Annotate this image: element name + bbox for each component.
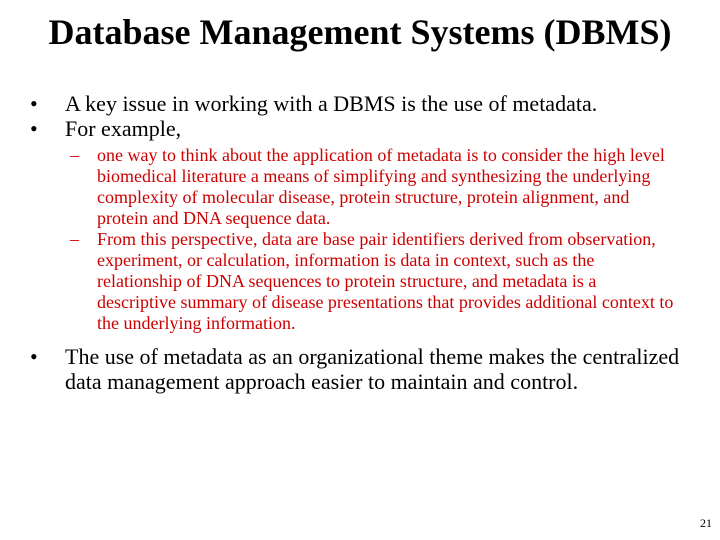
page-number: 21 [700,516,712,530]
sub-bullet-marker: – [70,145,79,165]
bullet-marker: • [30,344,38,369]
bullet-text: A key issue in working with a DBMS is the use of metadata. [65,91,598,116]
sub-bullet-marker: – [70,229,79,249]
bullet-item [30,116,680,141]
bullet-text: For example, [65,116,182,141]
slide-title: Database Management Systems (DBMS) [48,12,672,52]
sub-bullet-text: one way to think about the application of metadata is to consider the high level biomedical literature a means of simplifying and synthesizing the underlying complexity of molecular disease, protein structure, protein alignment, and protein and DNA sequence data. [97,145,665,228]
sub-bullet-text: From this perspective, data are base pair identifiers derived from observation, experiment, or calculation, information is data in context, such as the relationship of DNA sequences to protein structure, and metadata is a descriptive summary of disease presentations that provides additional context to the underlying information. [97,229,674,333]
bullet-item [30,344,680,394]
sub-bullet-list [30,145,680,334]
bullet-text: The use of metadata as an organizational theme makes the centralized data management approach easier to maintain and control. [65,344,680,394]
bullet-marker: • [30,91,38,116]
slide-content [30,91,680,394]
bullet-marker: • [30,116,38,141]
sub-bullet-item [30,229,677,334]
sub-bullet-item [30,145,677,229]
bullet-item [30,91,680,116]
